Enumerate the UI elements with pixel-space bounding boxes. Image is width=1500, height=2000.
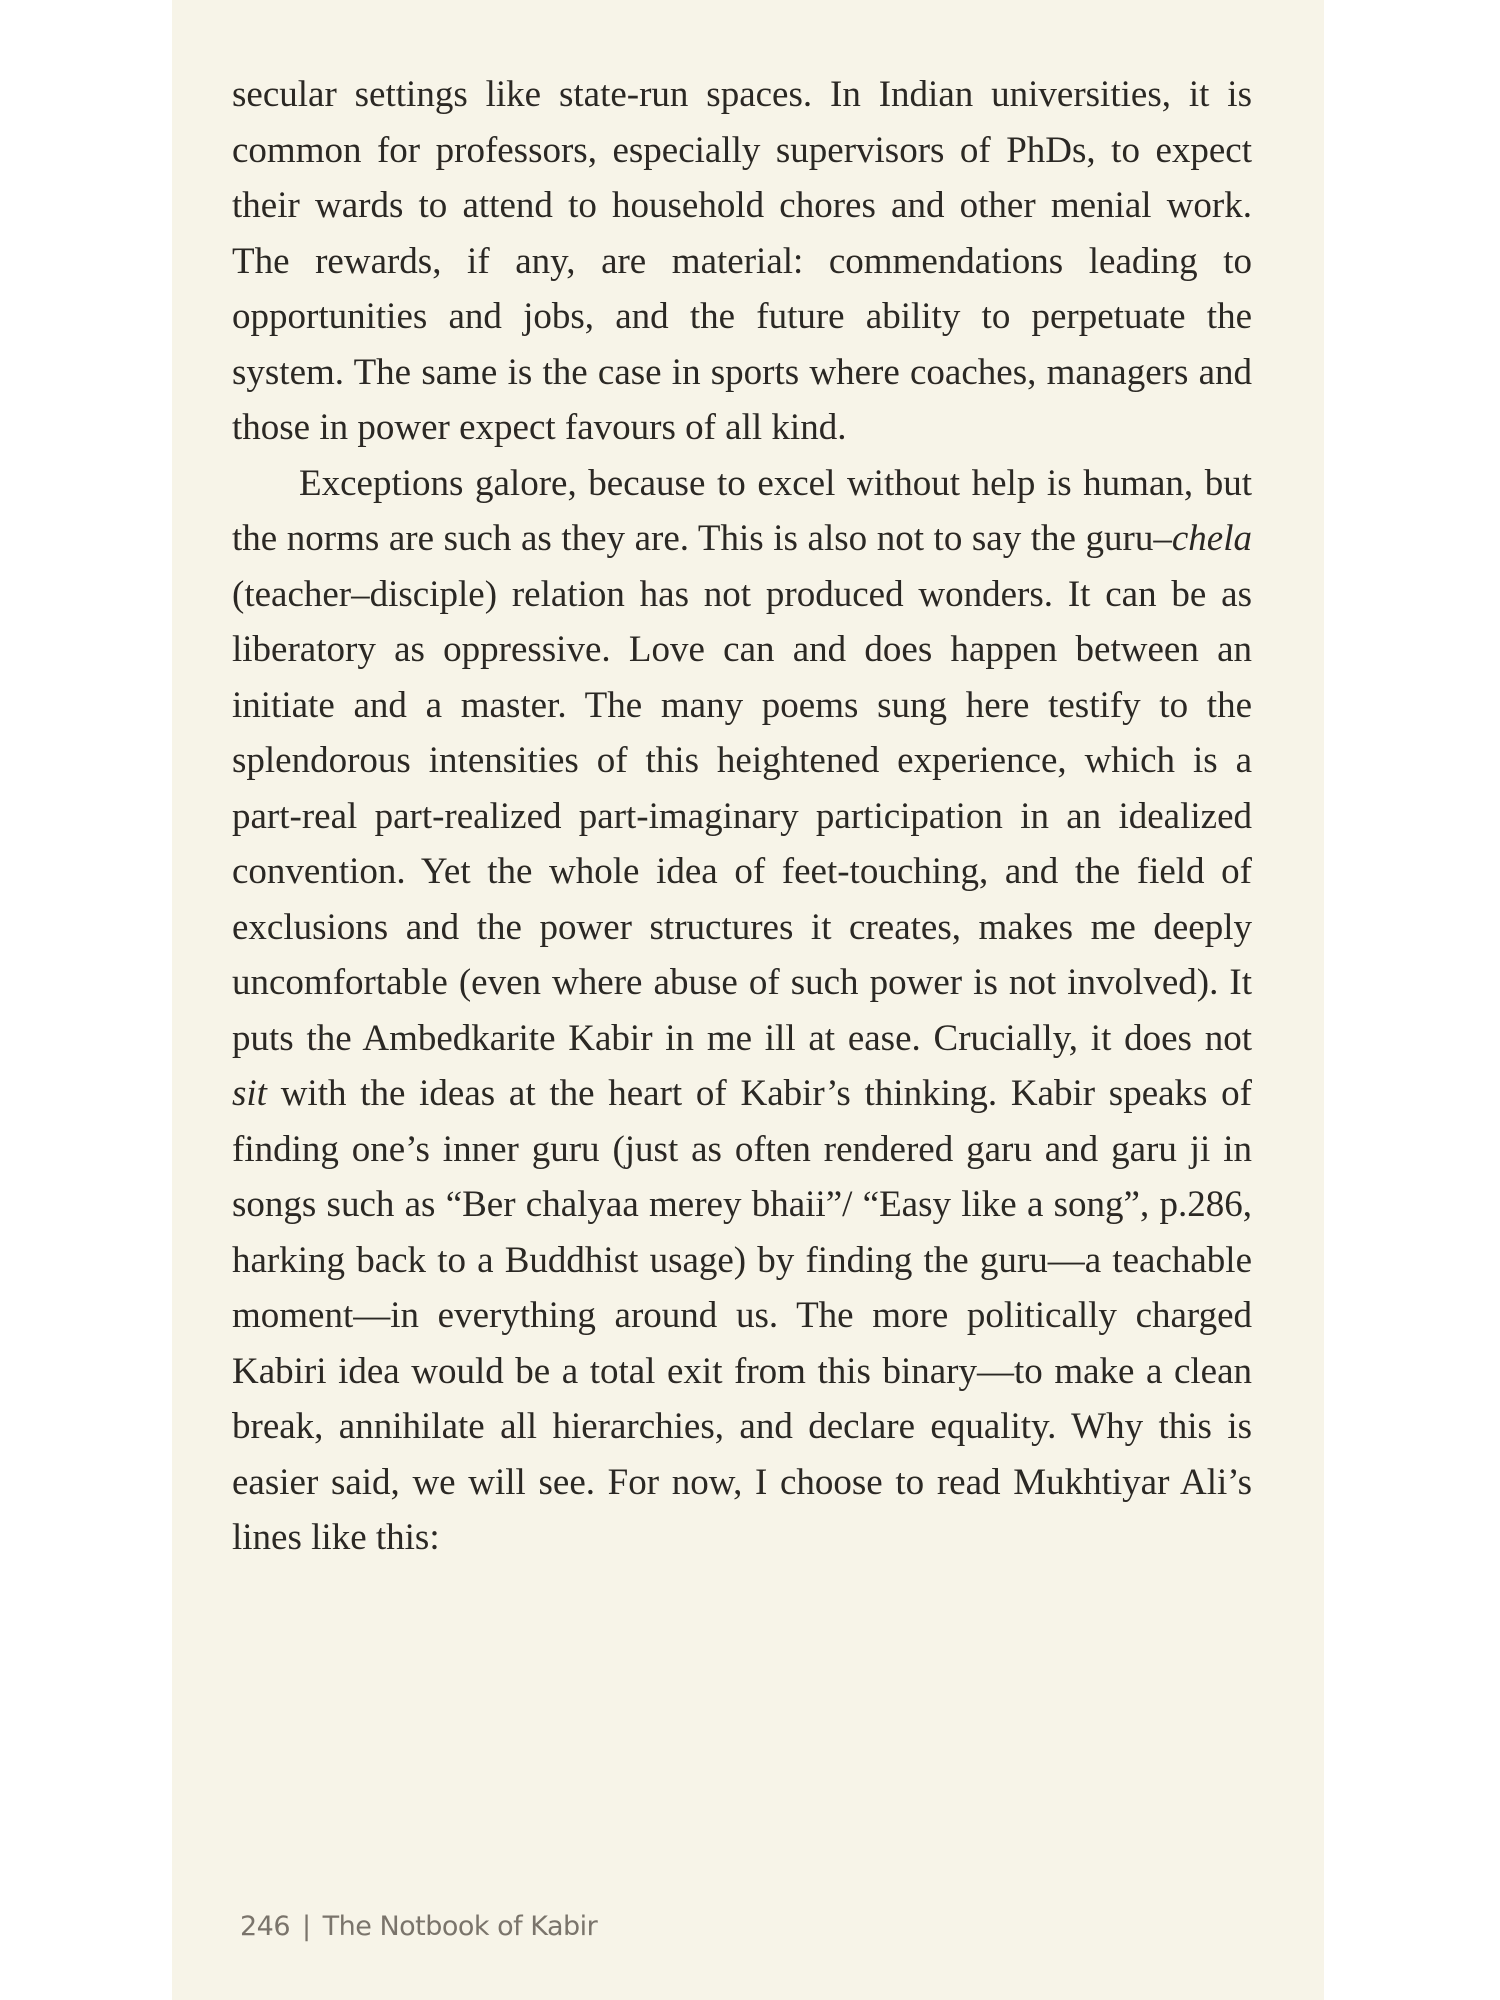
page-footer bbox=[240, 1911, 597, 1942]
book-title: The Notbook of Kabir bbox=[322, 1911, 598, 1942]
paragraph-2-part-c: with the ideas at the heart of Kabir’s thinking. Kabir speaks of finding one’s inner guru (just as often rendered garu and garu ji in songs such as “Ber chalyaa merey bhaii”/ “Easy like a song”, p.286, harking back to a Buddhist usage) by finding the guru—a teachable moment—in everything around us. The more politically charged Kabiri idea would be a total exit from this binary—to make a clean break, annihilate all hierarchies, and declare equality. Why this is easier said, we will see. For now, I choose to read Mukhtiyar Ali’s lines like this: bbox=[232, 1073, 1252, 1558]
footer-separator: | bbox=[302, 1911, 311, 1942]
italic-chela: chela bbox=[1171, 518, 1252, 559]
page-number: 246 bbox=[240, 1911, 291, 1942]
paragraph-2-part-a: Exceptions galore, because to excel without help is human, but the norms are such as they are. This is also not to say the guru– bbox=[232, 462, 1252, 559]
paragraph-1: secular settings like state-run spaces. In Indian universities, it is common for professors, especially supervisors of PhDs, to expect their wards to attend to household chores and other menial work. The rewards, if any, are material: commendations leading to opportunities and jobs, and the future ability to perpetuate the system. The same is the case in sports where coaches, managers and those in power expect favours of all kind. bbox=[232, 74, 1252, 448]
body-text bbox=[232, 67, 1252, 1566]
paragraph-2 bbox=[232, 456, 1252, 1566]
book-page bbox=[172, 0, 1324, 2000]
paragraph-2-part-b: (teacher–disciple) relation has not produced wonders. It can be as liberatory as oppressive. Love can and does happen between an initiate and a master. The many poems sung here testify to the splendorous intensities of this heightened experience, which is a part-real part-realized part-imaginary participation in an idealized convention. Yet the whole idea of feet-touching, and the field of exclusions and the power structures it creates, makes me deeply uncomfortable (even where abuse of such power is not involved). It puts the Ambedkarite Kabir in me ill at ease. Crucially, it does not bbox=[232, 573, 1252, 1059]
italic-sit: sit bbox=[232, 1073, 267, 1114]
